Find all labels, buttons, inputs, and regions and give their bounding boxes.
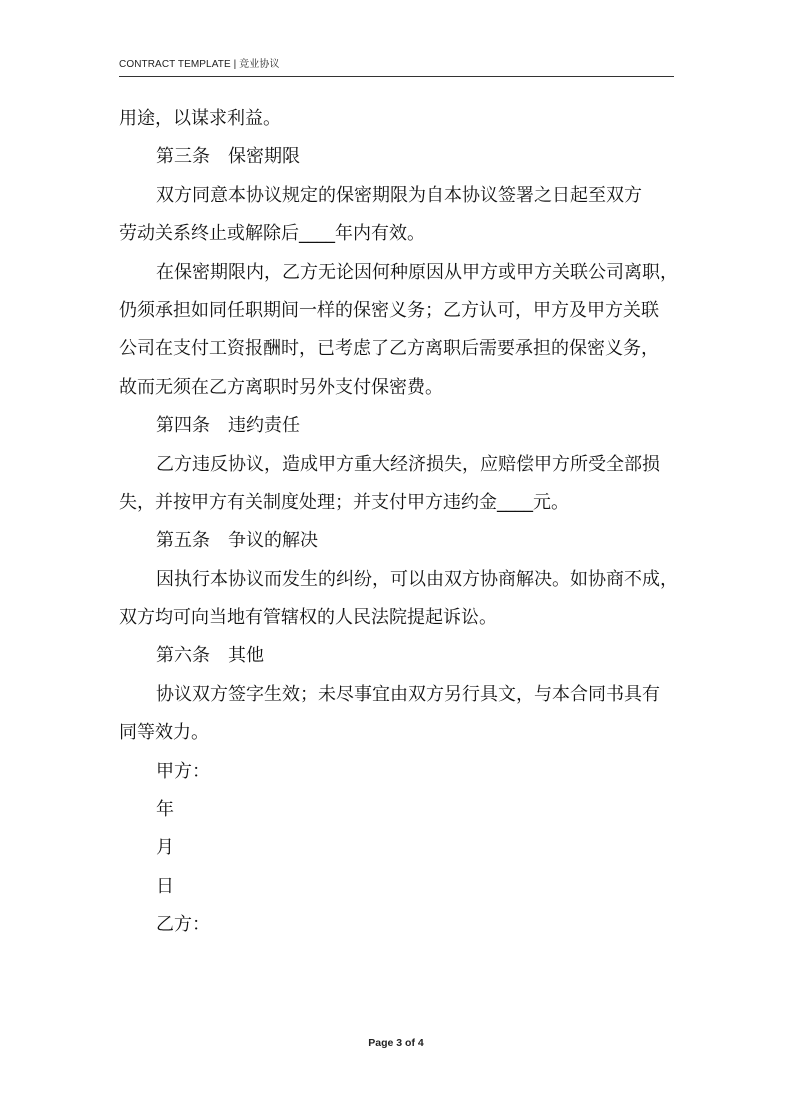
body-line: 劳动关系终止或解除后____年内有效。 [119, 223, 425, 245]
body-line: 公司在支付工资报酬时，已考虑了乙方离职后需要承担的保密义务， [119, 338, 659, 360]
body-line: 因执行本协议而发生的纠纷，可以由双方协商解决。如协商不成， [156, 568, 678, 590]
article-heading: 第三条 保密期限 [156, 146, 300, 168]
body-line: 失，并按甲方有关制度处理；并支付甲方违约金____元。 [119, 491, 569, 513]
document-body [119, 100, 694, 945]
article-heading: 第四条 违约责任 [156, 415, 300, 437]
body-line: 同等效力。 [119, 722, 209, 744]
signature-party-a: 甲方： [156, 760, 210, 782]
body-line: 仍须承担如同任职期间一样的保密义务；乙方认可，甲方及甲方关联 [119, 299, 659, 321]
page-header [119, 58, 674, 77]
body-line: 双方均可向当地有管辖权的人民法院提起诉讼。 [119, 607, 497, 629]
body-line: 故而无须在乙方离职时另外支付保密费。 [119, 376, 443, 398]
page-footer [0, 1037, 792, 1049]
body-line: 用途，以谋求利益。 [119, 108, 281, 129]
article-heading: 第六条 其他 [156, 645, 264, 667]
signature-party-b: 乙方： [156, 914, 210, 936]
signature-day: 日 [156, 875, 174, 897]
body-line: 乙方违反协议，造成甲方重大经济损失，应赔偿甲方所受全部损 [156, 453, 660, 475]
page-number: Page 3 of 4 [368, 1037, 424, 1049]
body-line: 在保密期限内，乙方无论因何种原因从甲方或甲方关联公司离职， [156, 261, 678, 283]
body-line: 协议双方签字生效；未尽事宜由双方另行具文，与本合同书具有 [156, 683, 660, 705]
header-text: CONTRACT TEMPLATE | 竞业协议 [119, 59, 280, 70]
article-heading: 第五条 争议的解决 [156, 530, 318, 552]
signature-year: 年 [156, 799, 174, 821]
signature-month: 月 [156, 837, 174, 859]
body-line: 双方同意本协议规定的保密期限为自本协议签署之日起至双方 [156, 184, 642, 206]
